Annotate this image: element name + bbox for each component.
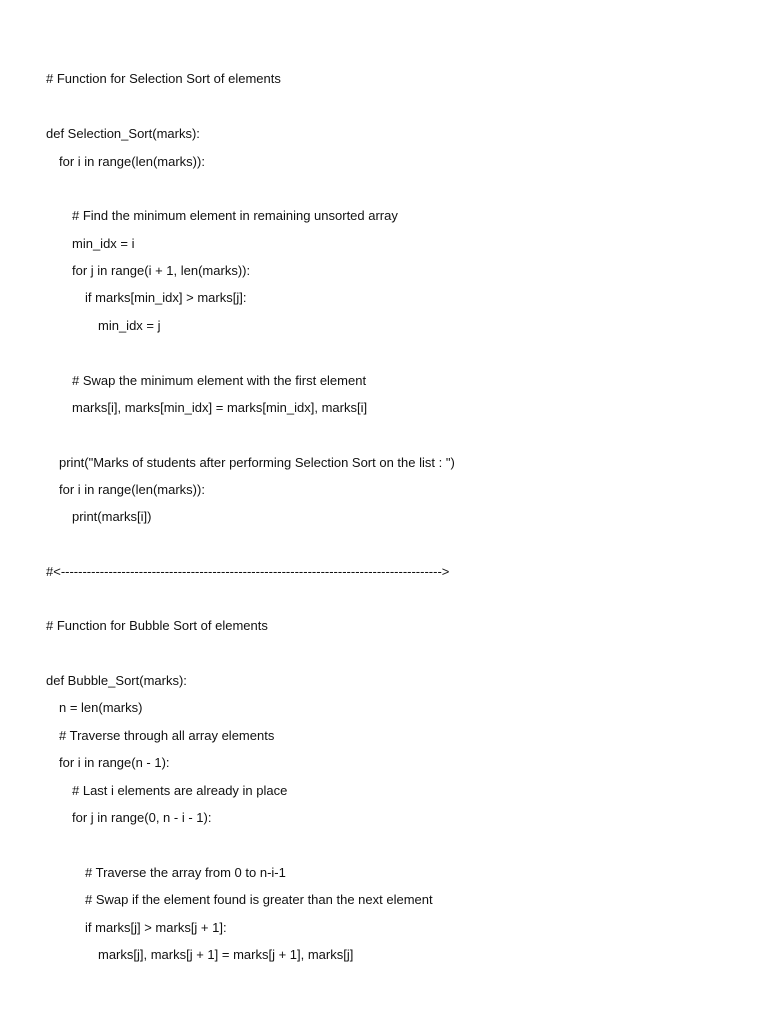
code-line-comment: # Function for Bubble Sort of elements xyxy=(46,618,268,633)
code-line: for i in range(len(marks)): xyxy=(59,482,205,497)
code-line-comment: # Last i elements are already in place xyxy=(72,783,288,798)
code-line: min_idx = i xyxy=(72,236,135,251)
code-line-def: def Bubble_Sort(marks): xyxy=(46,673,187,688)
code-line: for j in range(i + 1, len(marks)): xyxy=(72,263,251,278)
code-line: marks[i], marks[min_idx] = marks[min_idx], marks[i] xyxy=(72,400,368,415)
code-line: n = len(marks) xyxy=(59,700,143,715)
code-line: marks[j], marks[j + 1] = marks[j + 1], marks[j] xyxy=(98,947,354,962)
code-line: for j in range(0, n - i - 1): xyxy=(72,810,212,825)
code-line-comment: # Swap the minimum element with the first element xyxy=(72,373,367,388)
code-line-comment: # Function for Selection Sort of elements xyxy=(46,71,281,86)
code-line: for i in range(n - 1): xyxy=(59,755,170,770)
code-line: print(marks[i]) xyxy=(72,509,152,524)
code-line-comment: # Traverse through all array elements xyxy=(59,728,275,743)
code-line-def: def Selection_Sort(marks): xyxy=(46,126,200,141)
code-line-comment: # Swap if the element found is greater than the next element xyxy=(85,892,433,907)
code-line-comment: # Find the minimum element in remaining unsorted array xyxy=(72,208,398,223)
code-line: if marks[min_idx] > marks[j]: xyxy=(85,290,247,305)
code-line: for i in range(len(marks)): xyxy=(59,154,205,169)
code-line: if marks[j] > marks[j + 1]: xyxy=(85,920,227,935)
code-line: min_idx = j xyxy=(98,318,161,333)
code-line-separator: #<----------------------------------------------------------------------------------------> xyxy=(46,564,450,579)
code-line: print("Marks of students after performing Selection Sort on the list : ") xyxy=(59,455,455,470)
code-line-comment: # Traverse the array from 0 to n-i-1 xyxy=(85,865,286,880)
